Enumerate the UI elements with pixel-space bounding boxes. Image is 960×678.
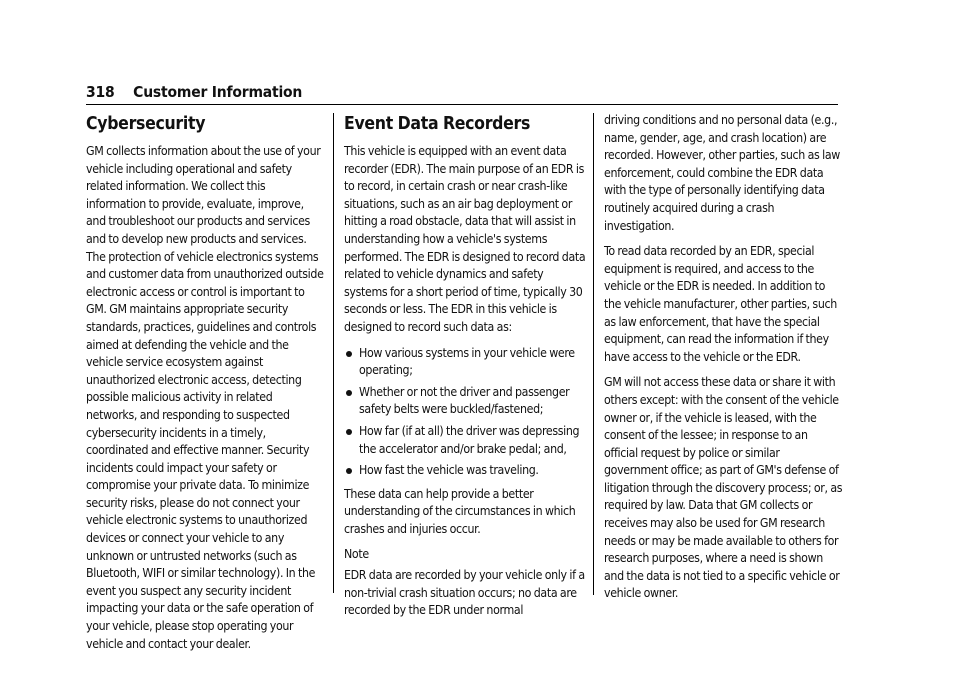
column-edr-continued xyxy=(604,112,844,611)
edr-paragraph-reading-data: To read data recorded by an EDR, special equipment is required, and access to the vehicle or the EDR is needed. In addition to the vehicle manufacturer, other parties, such as law enforcement, that have the special equipment, can read the information if they have access to the vehicle or the EDR. xyxy=(604,244,837,364)
page-header xyxy=(86,80,838,105)
list-item: How fast the vehicle was traveling. xyxy=(344,462,586,480)
bullet-icon xyxy=(346,351,352,357)
section-title: Customer Information xyxy=(133,83,303,101)
column-divider xyxy=(593,113,594,595)
edr-heading: Event Data Recorders xyxy=(344,114,531,134)
list-item: How far (if at all) the driver was depressing the accelerator and/or brake pedal; and, xyxy=(344,423,586,458)
note-text: EDR data are recorded by your vehicle only if a non-trivial crash situation occurs; no data are recorded by the EDR under normal xyxy=(344,568,585,618)
bullet-icon xyxy=(346,390,352,396)
column-cybersecurity xyxy=(86,112,324,661)
edr-data-list xyxy=(344,345,586,480)
edr-paragraph-gm-access: GM will not access these data or share it with others except: with the consent of the vehicle owner or, if the vehicle is leased, with the consent of the lessee; in response to an official request by police or similar government office; as part of GM's defense of litigation through the discovery process; or, as required by law. Data that GM collects or receives may also be used for GM research needs or may be made available to others for research purposes, where a need is shown and the data is not tied to a specific vehicle or vehicle owner. xyxy=(604,375,843,601)
bullet-icon xyxy=(346,429,352,435)
column-event-data-recorders xyxy=(344,112,586,628)
page-number: 318 xyxy=(86,83,115,101)
edr-after-paragraph: These data can help provide a better understanding of the circumstances in which crashes and injuries occur. xyxy=(344,486,576,536)
cybersecurity-paragraph: GM collects information about the use of your vehicle including operational and safety related information. We collect this information to provide, evaluate, improve, and troubleshoot our products and services and to develop new products and services. The protection of vehicle electronics systems and customer data from unauthorized outside electronic access or control is important to GM. GM maintains appropriate security standards, practices, guidelines and controls aimed at defending the vehicle and the vehicle service ecosystem against unauthorized electronic access, detecting possible malicious activity in related networks, and responding to suspected cybersecurity incidents in a timely, coordinated and effective manner. Security incidents could impact your safety or compromise your private data. To minimize security risks, please do not connect your vehicle electronic systems to unauthorized devices or connect your vehicle to any unknown or untrusted networks (such as Bluetooth, WIFI or similar technology). In the event you suspect any security incident impacting your data or the safe operation of your vehicle, please stop operating your vehicle and contact your dealer. xyxy=(86,144,324,651)
edr-intro-paragraph: This vehicle is equipped with an event data recorder (EDR). The main purpose of an EDR is to record, in certain crash or near crash-like situations, such as an air bag deployment or hitting a road obstacle, data that will assist in understanding how a vehicle's systems performed. The EDR is designed to record data related to vehicle dynamics and safety systems for a short period of time, typically 30 seconds or less. The EDR in this vehicle is designed to record such data as: xyxy=(344,144,586,334)
cybersecurity-heading: Cybersecurity xyxy=(86,114,206,134)
column-divider xyxy=(333,113,334,593)
note-label: Note xyxy=(344,547,369,562)
bullet-icon xyxy=(346,468,352,474)
list-item: Whether or not the driver and passenger safety belts were buckled/fastened; xyxy=(344,384,586,419)
list-item: How various systems in your vehicle were operating; xyxy=(344,345,586,380)
edr-paragraph-personal-data: driving conditions and no personal data (e.g., name, gender, age, and crash location) are recorded. However, other parties, such as law enforcement, could combine the EDR data with the type of personally identifying data routinely acquired during a crash investigation. xyxy=(604,113,840,233)
